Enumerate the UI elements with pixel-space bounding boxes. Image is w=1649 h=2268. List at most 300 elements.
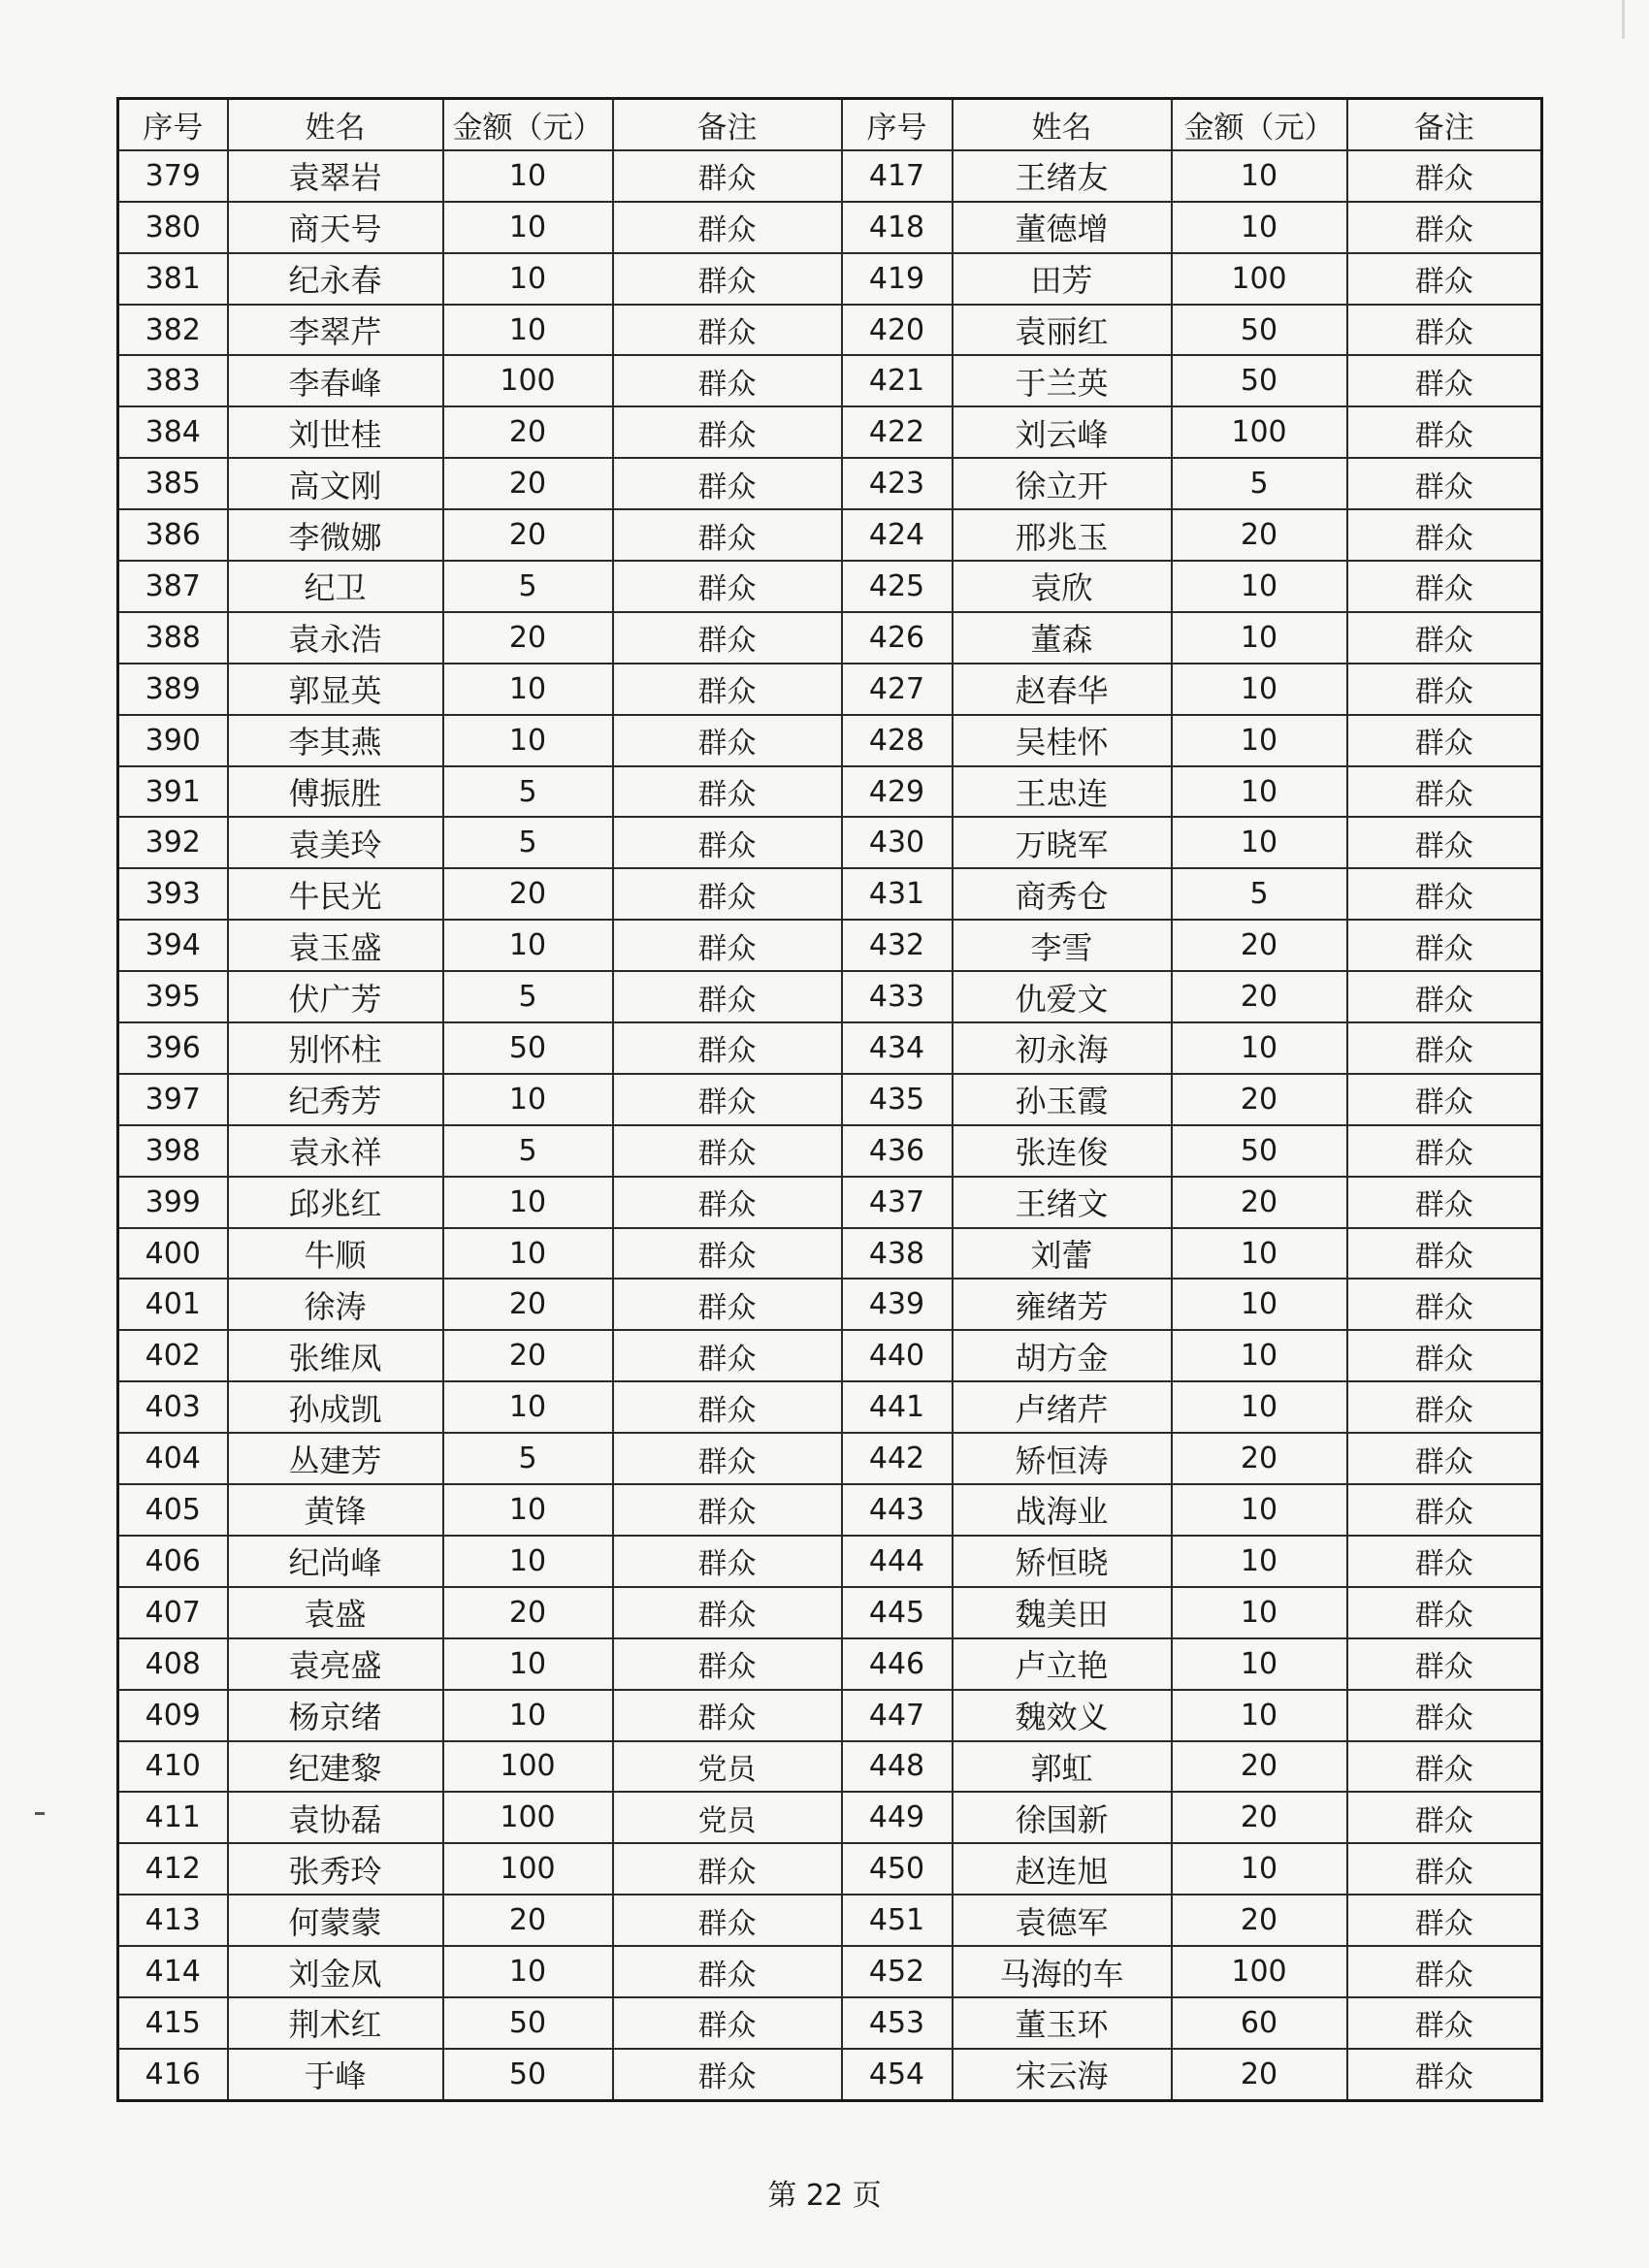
cell-remark-left: 群众 [613, 1228, 842, 1280]
cell-serial-right: 417 [842, 150, 953, 202]
cell-remark-right: 群众 [1347, 817, 1542, 868]
cell-amount-right: 10 [1172, 1587, 1347, 1638]
cell-serial-right: 422 [842, 406, 953, 458]
cell-amount-left: 20 [443, 1587, 613, 1638]
cell-remark-right: 群众 [1347, 253, 1542, 305]
header-serial-left: 序号 [118, 99, 228, 150]
table-row [118, 1381, 1542, 1433]
cell-amount-left: 5 [443, 1433, 613, 1484]
cell-remark-right: 群众 [1347, 1433, 1542, 1484]
table-row [118, 1228, 1542, 1280]
cell-remark-left: 群众 [613, 1125, 842, 1177]
cell-serial-right: 449 [842, 1792, 953, 1843]
cell-name-right: 孙玉霞 [953, 1074, 1172, 1125]
cell-remark-left: 群众 [613, 612, 842, 664]
cell-name-left: 牛民光 [228, 868, 443, 920]
cell-remark-right: 群众 [1347, 971, 1542, 1022]
cell-remark-right: 群众 [1347, 1330, 1542, 1381]
cell-remark-left: 群众 [613, 458, 842, 509]
cell-name-left: 丛建芳 [228, 1433, 443, 1484]
table-row [118, 1177, 1542, 1228]
table-row [118, 612, 1542, 664]
cell-serial-left: 383 [118, 355, 228, 406]
cell-remark-left: 群众 [613, 766, 842, 818]
cell-name-right: 王绪文 [953, 1177, 1172, 1228]
cell-amount-right: 20 [1172, 1433, 1347, 1484]
table-body [118, 150, 1542, 2100]
cell-remark-left: 群众 [613, 1177, 842, 1228]
cell-amount-right: 20 [1172, 1177, 1347, 1228]
cell-amount-right: 10 [1172, 1484, 1347, 1536]
table-row [118, 1741, 1542, 1793]
table-row [118, 150, 1542, 202]
cell-serial-right: 433 [842, 971, 953, 1022]
cell-serial-left: 405 [118, 1484, 228, 1536]
table-row [118, 1074, 1542, 1125]
cell-serial-left: 390 [118, 715, 228, 766]
cell-remark-left: 群众 [613, 715, 842, 766]
cell-name-right: 董德增 [953, 202, 1172, 253]
cell-serial-left: 394 [118, 920, 228, 971]
table-row [118, 1638, 1542, 1690]
cell-name-right: 战海业 [953, 1484, 1172, 1536]
cell-serial-right: 448 [842, 1741, 953, 1793]
cell-name-left: 纪尚峰 [228, 1536, 443, 1587]
cell-remark-left: 群众 [613, 920, 842, 971]
cell-name-left: 于峰 [228, 2049, 443, 2100]
table-header-row [118, 99, 1542, 150]
cell-remark-left: 群众 [613, 561, 842, 612]
cell-name-left: 别怀柱 [228, 1022, 443, 1074]
header-amount-left: 金额（元） [443, 99, 613, 150]
cell-amount-right: 10 [1172, 1381, 1347, 1433]
cell-name-right: 董玉环 [953, 1997, 1172, 2049]
cell-remark-left: 群众 [613, 1587, 842, 1638]
cell-remark-right: 群众 [1347, 612, 1542, 664]
cell-amount-right: 5 [1172, 868, 1347, 920]
cell-name-right: 刘蕾 [953, 1228, 1172, 1280]
cell-name-right: 魏美田 [953, 1587, 1172, 1638]
cell-serial-left: 413 [118, 1895, 228, 1946]
cell-remark-left: 群众 [613, 1433, 842, 1484]
cell-amount-right: 20 [1172, 2049, 1347, 2100]
cell-name-left: 孙成凯 [228, 1381, 443, 1433]
table-row [118, 1484, 1542, 1536]
cell-serial-left: 412 [118, 1843, 228, 1895]
scan-speck [35, 1812, 45, 1815]
cell-serial-right: 439 [842, 1279, 953, 1330]
cell-amount-left: 20 [443, 868, 613, 920]
cell-remark-right: 群众 [1347, 406, 1542, 458]
cell-serial-left: 385 [118, 458, 228, 509]
cell-serial-left: 381 [118, 253, 228, 305]
cell-serial-left: 398 [118, 1125, 228, 1177]
cell-amount-left: 5 [443, 817, 613, 868]
cell-serial-left: 391 [118, 766, 228, 818]
table-row [118, 1536, 1542, 1587]
table-row [118, 1330, 1542, 1381]
cell-remark-right: 群众 [1347, 458, 1542, 509]
cell-remark-left: 党员 [613, 1741, 842, 1793]
cell-name-right: 吴桂怀 [953, 715, 1172, 766]
cell-serial-left: 402 [118, 1330, 228, 1381]
table-row [118, 1792, 1542, 1843]
cell-amount-left: 10 [443, 305, 613, 356]
cell-serial-left: 409 [118, 1690, 228, 1741]
cell-name-right: 邢兆玉 [953, 509, 1172, 561]
table-row [118, 817, 1542, 868]
cell-name-right: 仇爱文 [953, 971, 1172, 1022]
cell-serial-right: 441 [842, 1381, 953, 1433]
cell-remark-left: 群众 [613, 1330, 842, 1381]
cell-serial-left: 399 [118, 1177, 228, 1228]
cell-serial-left: 396 [118, 1022, 228, 1074]
cell-remark-right: 群众 [1347, 202, 1542, 253]
cell-name-left: 纪卫 [228, 561, 443, 612]
table-row [118, 305, 1542, 356]
cell-name-left: 邱兆红 [228, 1177, 443, 1228]
cell-serial-right: 447 [842, 1690, 953, 1741]
cell-amount-right: 10 [1172, 1638, 1347, 1690]
cell-serial-right: 432 [842, 920, 953, 971]
cell-amount-left: 10 [443, 1536, 613, 1587]
cell-serial-left: 403 [118, 1381, 228, 1433]
cell-serial-right: 425 [842, 561, 953, 612]
cell-remark-left: 群众 [613, 1484, 842, 1536]
cell-name-left: 黄锋 [228, 1484, 443, 1536]
cell-amount-left: 10 [443, 150, 613, 202]
cell-remark-left: 群众 [613, 355, 842, 406]
cell-name-left: 李微娜 [228, 509, 443, 561]
cell-amount-right: 10 [1172, 1279, 1347, 1330]
cell-amount-left: 50 [443, 1997, 613, 2049]
cell-serial-right: 423 [842, 458, 953, 509]
cell-name-right: 宋云海 [953, 2049, 1172, 2100]
cell-name-left: 李春峰 [228, 355, 443, 406]
table-row [118, 1279, 1542, 1330]
cell-serial-left: 400 [118, 1228, 228, 1280]
cell-amount-left: 10 [443, 1946, 613, 1997]
cell-amount-left: 10 [443, 1690, 613, 1741]
header-name-right: 姓名 [953, 99, 1172, 150]
header-amount-right: 金额（元） [1172, 99, 1347, 150]
cell-serial-left: 401 [118, 1279, 228, 1330]
scan-edge-mark [1622, 0, 1625, 39]
cell-amount-right: 5 [1172, 458, 1347, 509]
cell-amount-left: 5 [443, 971, 613, 1022]
cell-amount-left: 20 [443, 1279, 613, 1330]
cell-serial-right: 420 [842, 305, 953, 356]
cell-serial-right: 428 [842, 715, 953, 766]
cell-serial-right: 419 [842, 253, 953, 305]
cell-remark-left: 群众 [613, 1638, 842, 1690]
table-row [118, 664, 1542, 715]
cell-name-left: 袁永浩 [228, 612, 443, 664]
cell-serial-left: 416 [118, 2049, 228, 2100]
header-remark-right: 备注 [1347, 99, 1542, 150]
table-row [118, 355, 1542, 406]
cell-name-right: 初永海 [953, 1022, 1172, 1074]
cell-name-right: 袁丽红 [953, 305, 1172, 356]
cell-remark-right: 群众 [1347, 766, 1542, 818]
cell-amount-left: 50 [443, 1022, 613, 1074]
cell-remark-right: 群众 [1347, 305, 1542, 356]
cell-name-left: 徐涛 [228, 1279, 443, 1330]
cell-remark-right: 群众 [1347, 1022, 1542, 1074]
cell-name-left: 袁永祥 [228, 1125, 443, 1177]
table-row [118, 971, 1542, 1022]
cell-remark-left: 群众 [613, 664, 842, 715]
cell-serial-right: 426 [842, 612, 953, 664]
cell-remark-right: 群众 [1347, 1381, 1542, 1433]
cell-amount-right: 20 [1172, 1792, 1347, 1843]
table-row [118, 2049, 1542, 2100]
cell-name-left: 纪建黎 [228, 1741, 443, 1793]
cell-amount-left: 100 [443, 1843, 613, 1895]
table-row [118, 1433, 1542, 1484]
cell-remark-left: 群众 [613, 1536, 842, 1587]
cell-remark-left: 群众 [613, 202, 842, 253]
cell-serial-right: 429 [842, 766, 953, 818]
cell-remark-left: 群众 [613, 1074, 842, 1125]
cell-remark-left: 党员 [613, 1792, 842, 1843]
cell-remark-left: 群众 [613, 1946, 842, 1997]
cell-amount-left: 5 [443, 1125, 613, 1177]
cell-amount-right: 10 [1172, 1330, 1347, 1381]
cell-name-left: 张维凤 [228, 1330, 443, 1381]
cell-remark-left: 群众 [613, 253, 842, 305]
cell-amount-right: 50 [1172, 1125, 1347, 1177]
page-number: 第 22 页 [767, 2179, 882, 2213]
cell-name-left: 牛顺 [228, 1228, 443, 1280]
cell-name-right: 胡方金 [953, 1330, 1172, 1381]
table-row [118, 458, 1542, 509]
cell-name-right: 矫恒涛 [953, 1433, 1172, 1484]
cell-amount-left: 20 [443, 612, 613, 664]
cell-amount-left: 20 [443, 1895, 613, 1946]
cell-amount-left: 10 [443, 664, 613, 715]
cell-remark-right: 群众 [1347, 1228, 1542, 1280]
cell-remark-right: 群众 [1347, 1587, 1542, 1638]
cell-name-right: 万晓军 [953, 817, 1172, 868]
cell-serial-left: 379 [118, 150, 228, 202]
cell-amount-left: 20 [443, 458, 613, 509]
cell-serial-right: 454 [842, 2049, 953, 2100]
cell-name-right: 赵春华 [953, 664, 1172, 715]
cell-remark-left: 群众 [613, 1022, 842, 1074]
cell-amount-left: 10 [443, 1381, 613, 1433]
cell-amount-right: 20 [1172, 1741, 1347, 1793]
cell-amount-right: 20 [1172, 920, 1347, 971]
cell-name-right: 于兰英 [953, 355, 1172, 406]
cell-amount-right: 20 [1172, 509, 1347, 561]
cell-serial-right: 444 [842, 1536, 953, 1587]
cell-amount-right: 10 [1172, 715, 1347, 766]
cell-serial-left: 388 [118, 612, 228, 664]
cell-remark-right: 群众 [1347, 1536, 1542, 1587]
cell-name-right: 袁欣 [953, 561, 1172, 612]
cell-serial-right: 442 [842, 1433, 953, 1484]
table-row [118, 1587, 1542, 1638]
cell-remark-right: 群众 [1347, 868, 1542, 920]
cell-name-left: 刘世桂 [228, 406, 443, 458]
cell-remark-left: 群众 [613, 305, 842, 356]
table-row [118, 1946, 1542, 1997]
cell-remark-left: 群众 [613, 1997, 842, 2049]
table-row [118, 561, 1542, 612]
cell-amount-right: 60 [1172, 1997, 1347, 2049]
cell-amount-right: 100 [1172, 253, 1347, 305]
cell-remark-right: 群众 [1347, 1895, 1542, 1946]
cell-name-right: 郭虹 [953, 1741, 1172, 1793]
cell-amount-left: 10 [443, 202, 613, 253]
cell-serial-left: 397 [118, 1074, 228, 1125]
cell-amount-left: 20 [443, 509, 613, 561]
cell-amount-left: 5 [443, 766, 613, 818]
cell-amount-right: 20 [1172, 1074, 1347, 1125]
cell-name-left: 傅振胜 [228, 766, 443, 818]
table-row [118, 1022, 1542, 1074]
cell-serial-right: 445 [842, 1587, 953, 1638]
cell-serial-right: 434 [842, 1022, 953, 1074]
table-row [118, 1895, 1542, 1946]
cell-amount-right: 100 [1172, 1946, 1347, 1997]
cell-name-right: 魏效义 [953, 1690, 1172, 1741]
table-row [118, 766, 1542, 818]
cell-remark-right: 群众 [1347, 920, 1542, 971]
cell-amount-right: 10 [1172, 202, 1347, 253]
cell-remark-right: 群众 [1347, 355, 1542, 406]
cell-amount-right: 10 [1172, 664, 1347, 715]
cell-remark-left: 群众 [613, 1895, 842, 1946]
cell-name-right: 王忠连 [953, 766, 1172, 818]
cell-amount-left: 50 [443, 2049, 613, 2100]
cell-remark-left: 群众 [613, 2049, 842, 2100]
cell-name-right: 李雪 [953, 920, 1172, 971]
cell-name-right: 王绪友 [953, 150, 1172, 202]
cell-name-left: 袁亮盛 [228, 1638, 443, 1690]
cell-remark-right: 群众 [1347, 1074, 1542, 1125]
table-row [118, 868, 1542, 920]
cell-serial-right: 437 [842, 1177, 953, 1228]
cell-amount-right: 10 [1172, 1690, 1347, 1741]
cell-serial-left: 384 [118, 406, 228, 458]
cell-remark-right: 群众 [1347, 1997, 1542, 2049]
table-row [118, 920, 1542, 971]
cell-name-left: 高文刚 [228, 458, 443, 509]
header-remark-left: 备注 [613, 99, 842, 150]
cell-serial-right: 451 [842, 1895, 953, 1946]
cell-serial-left: 415 [118, 1997, 228, 2049]
cell-serial-left: 404 [118, 1433, 228, 1484]
cell-amount-right: 10 [1172, 612, 1347, 664]
cell-remark-left: 群众 [613, 1381, 842, 1433]
cell-name-left: 纪秀芳 [228, 1074, 443, 1125]
cell-remark-left: 群众 [613, 1279, 842, 1330]
cell-remark-right: 群众 [1347, 1177, 1542, 1228]
cell-serial-right: 452 [842, 1946, 953, 1997]
table-row [118, 509, 1542, 561]
cell-amount-left: 10 [443, 1638, 613, 1690]
cell-serial-left: 386 [118, 509, 228, 561]
cell-serial-right: 424 [842, 509, 953, 561]
cell-amount-right: 50 [1172, 305, 1347, 356]
table-row [118, 406, 1542, 458]
cell-remark-right: 群众 [1347, 664, 1542, 715]
cell-serial-right: 436 [842, 1125, 953, 1177]
cell-name-right: 田芳 [953, 253, 1172, 305]
cell-name-left: 杨京绪 [228, 1690, 443, 1741]
cell-remark-right: 群众 [1347, 715, 1542, 766]
cell-name-right: 赵连旭 [953, 1843, 1172, 1895]
cell-serial-right: 443 [842, 1484, 953, 1536]
cell-serial-left: 407 [118, 1587, 228, 1638]
cell-name-left: 李其燕 [228, 715, 443, 766]
cell-name-left: 何蒙蒙 [228, 1895, 443, 1946]
cell-name-right: 商秀仓 [953, 868, 1172, 920]
cell-remark-right: 群众 [1347, 1638, 1542, 1690]
table-row [118, 202, 1542, 253]
cell-name-left: 袁协磊 [228, 1792, 443, 1843]
cell-remark-left: 群众 [613, 1843, 842, 1895]
cell-name-left: 袁美玲 [228, 817, 443, 868]
cell-name-left: 李翠芹 [228, 305, 443, 356]
cell-serial-right: 435 [842, 1074, 953, 1125]
cell-amount-right: 10 [1172, 766, 1347, 818]
cell-amount-left: 10 [443, 920, 613, 971]
cell-name-right: 袁德军 [953, 1895, 1172, 1946]
cell-remark-left: 群众 [613, 817, 842, 868]
cell-name-right: 董森 [953, 612, 1172, 664]
cell-name-right: 卢绪芹 [953, 1381, 1172, 1433]
cell-name-right: 马海的车 [953, 1946, 1172, 1997]
cell-serial-right: 446 [842, 1638, 953, 1690]
cell-serial-left: 387 [118, 561, 228, 612]
cell-remark-left: 群众 [613, 509, 842, 561]
cell-serial-left: 408 [118, 1638, 228, 1690]
cell-serial-left: 382 [118, 305, 228, 356]
cell-serial-left: 380 [118, 202, 228, 253]
table-row [118, 253, 1542, 305]
cell-remark-right: 群众 [1347, 150, 1542, 202]
cell-amount-left: 100 [443, 355, 613, 406]
cell-remark-left: 群众 [613, 971, 842, 1022]
cell-amount-left: 10 [443, 253, 613, 305]
cell-amount-left: 10 [443, 1228, 613, 1280]
cell-serial-right: 453 [842, 1997, 953, 2049]
cell-remark-right: 群众 [1347, 1125, 1542, 1177]
cell-name-right: 雍绪芳 [953, 1279, 1172, 1330]
cell-name-left: 刘金凤 [228, 1946, 443, 1997]
cell-name-left: 张秀玲 [228, 1843, 443, 1895]
cell-name-right: 徐立开 [953, 458, 1172, 509]
donation-table [116, 97, 1543, 2102]
cell-remark-right: 群众 [1347, 1484, 1542, 1536]
cell-serial-left: 395 [118, 971, 228, 1022]
cell-serial-right: 418 [842, 202, 953, 253]
cell-amount-right: 20 [1172, 1895, 1347, 1946]
cell-name-left: 袁翠岩 [228, 150, 443, 202]
table-row [118, 1125, 1542, 1177]
cell-name-left: 袁玉盛 [228, 920, 443, 971]
cell-amount-left: 10 [443, 1177, 613, 1228]
cell-amount-right: 10 [1172, 1843, 1347, 1895]
cell-serial-left: 406 [118, 1536, 228, 1587]
cell-amount-right: 10 [1172, 1228, 1347, 1280]
cell-amount-left: 100 [443, 1741, 613, 1793]
cell-name-right: 矫恒晓 [953, 1536, 1172, 1587]
cell-amount-right: 100 [1172, 406, 1347, 458]
